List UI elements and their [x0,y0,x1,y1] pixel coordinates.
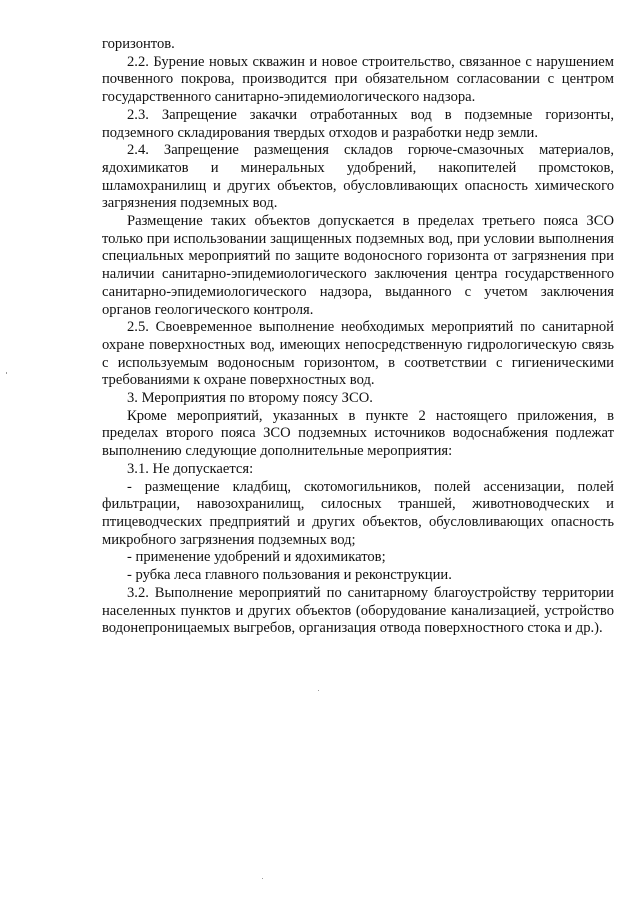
scan-speck-bottom [262,878,263,879]
paragraph-2-3: 2.3. Запрещение закачки отработанных вод в подземные горизонты, подземного складирования твердых отходов и разработки недр земли. [102,106,614,141]
paragraph-2-2: 2.2. Бурение новых скважин и новое строительство, связанное с нарушением почвенного покрова, производится при обязательном согласовании с центром государственного санитарно-эпидемиологического надзора. [102,53,614,106]
paragraph-3-1: 3.1. Не допускается: [127,460,254,477]
section-heading-3: 3. Мероприятия по второму поясу ЗСО. [127,390,373,407]
paragraph-2-5: 2.5. Своевременное выполнение необходимых мероприятий по санитарной охране поверхностных вод, имеющих непосредственную гидрологическую связь с используемым водоносным горизонтом, в соответствии с гигиеническими требованиями к охране поверхностных вод. [102,319,614,389]
paragraph-additional-measures: Кроме мероприятий, указанных в пункте 2 настоящего приложения, в пределах второго пояса ЗСО подземных источников водоснабжения подлежат выполнению следующие дополнительные мероприятия: [102,407,614,460]
paragraph-placement-conditions: Размещение таких объектов допускается в пределах третьего пояса ЗСО только при использовании защищенных подземных вод, при условии выполнения специальных мероприятий по защите водоносного горизонта от загрязнения при наличии санитарно-эпидемиологического заключения центра государственного санитарно-эпидемиологического надзора, выданного с учетом заключения органов геологического контроля. [102,213,614,318]
paragraph-2-4: 2.4. Запрещение размещения складов горюче-смазочных материалов, ядохимикатов и минеральных удобрений, накопителей промстоков, шламохранилищ и других объектов, обусловливающих опасность химического загрязнения подземных вод. [102,142,614,212]
scan-speck-left [6,372,7,374]
document-page [102,36,614,638]
paragraph-3-2: 3.2. Выполнение мероприятий по санитарному благоустройству территории населенных пунктов и других объектов (оборудование канализацией, устройство водонепроницаемых выгребов, организация отвода поверхностного стока и др.). [102,584,614,637]
list-item-logging: - рубка леса главного пользования и реконструкции. [127,567,452,584]
list-item-placement: - размещение кладбищ, скотомогильников, полей ассенизации, полей фильтрации, навозохранилищ, силосных траншей, животноводческих и птицеводческих предприятий и других объектов, обусловливающих опасность микробного загрязнения подземных вод; [102,478,614,548]
scan-speck-center [318,690,319,691]
list-item-fertilizers: - применение удобрений и ядохимикатов; [127,549,386,566]
paragraph-continuation: горизонтов. [102,36,175,52]
